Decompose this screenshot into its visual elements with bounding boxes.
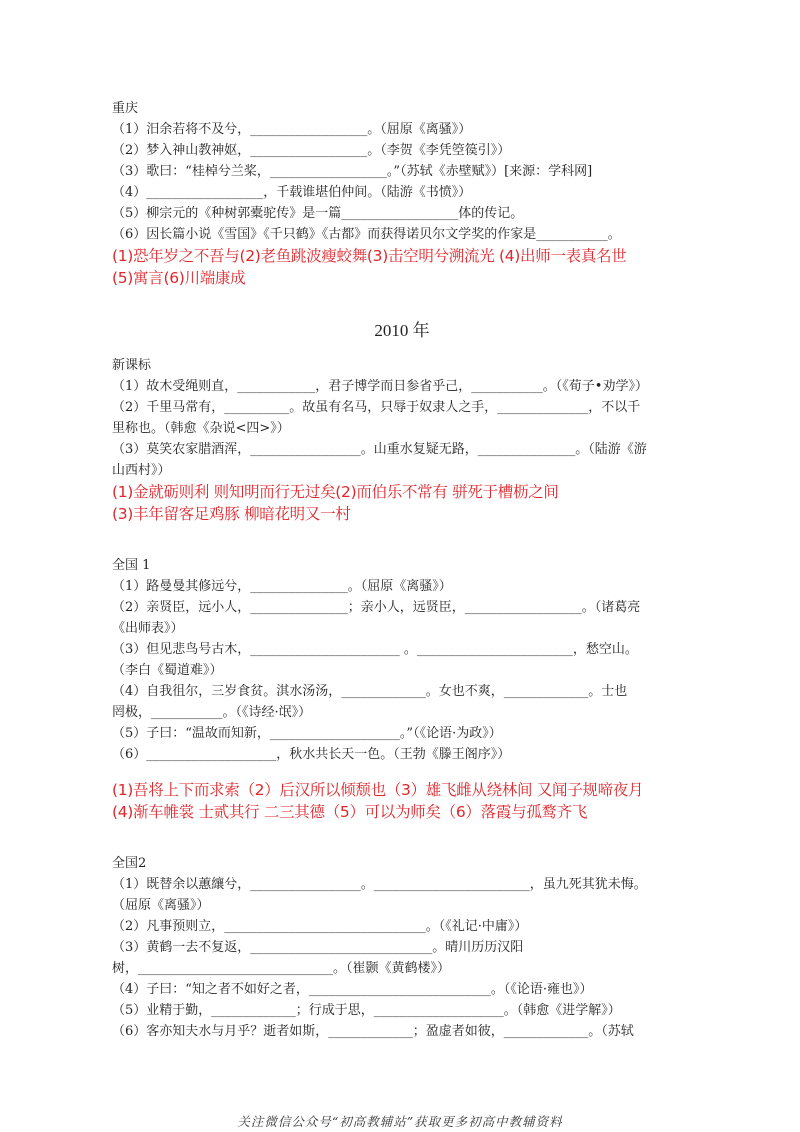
question-line: （3）黄鹤一去不复返，____________________________。晴川历历汉阳 xyxy=(112,940,524,955)
question-line: （6）____________________，秋水共长天一色。（王勃《滕王阁序》） xyxy=(112,747,511,762)
section-2 xyxy=(112,525,692,823)
question-line: （2）亲贤臣，远小人，_______________；亲小人，远贤臣，__________________。（诸葛亮 xyxy=(112,600,641,615)
question-line: （5）子曰：“温故而知新，____________________。”（《论语·为政》） xyxy=(112,726,502,741)
question-line: （4）子曰：“知之者不如好之者，____________________________。（《论语·雍也》） xyxy=(112,982,593,997)
section-title: 重庆 xyxy=(112,101,139,116)
question-line: （1）汨余若将不及兮，__________________。（屈原《离骚》） xyxy=(112,122,472,137)
spacer xyxy=(112,525,692,555)
question-line: （3）莫笑农家腊酒浑，_________________。山重水复疑无路，_______________。（陆游《游 xyxy=(112,442,647,457)
question-line: （3）歌曰：“桂棹兮兰桨，__________________。”（苏轼《赤壁赋》）[来源：学科网] xyxy=(112,164,593,179)
question-line: 树，______________________________。（崔颢《黄鹤楼》） xyxy=(112,961,451,976)
spacer xyxy=(112,765,692,779)
answer-line: (1)金就砺则利 则知明而行无过矣(2)而伯乐不常有 骈死于槽枥之间 xyxy=(112,483,559,501)
question-line: 《出师表》） xyxy=(112,621,184,636)
section-title: 全国2 xyxy=(112,856,147,871)
question-line: （2）凡事预则立，_______________________________。（《礼记·中庸》） xyxy=(112,919,528,934)
answer-line: (3)丰年留客足鸡豚 柳暗花明又一村 xyxy=(112,505,351,523)
footer-note: 关注微信公众号“初高教辅站”获取更多初高中教辅资料 xyxy=(237,1114,563,1129)
question-line: 山西村》） xyxy=(112,463,171,478)
question-line: （1）既替余以蕙纕兮，_________________。________________________，虽九死其犹未悔。 xyxy=(112,877,647,892)
question-line: 里称也。（韩愈《杂说<四>》） xyxy=(112,421,290,436)
section-1 xyxy=(112,319,692,525)
section-3 xyxy=(112,823,692,1042)
answer-line: (4)渐车帷裳 士贰其行 二三其德（5）可以为师矣（6）落霞与孤鹜齐飞 xyxy=(112,803,588,821)
question-line: （4）自我徂尔，三岁食贫。淇水汤汤，_____________。女也不爽，_____________。士也 xyxy=(112,684,628,699)
question-line: （4）__________________，千载谁堪伯仲间。（陆游《书愤》） xyxy=(112,185,472,200)
section-title: 全国 1 xyxy=(112,558,151,573)
answer-line: (1)吾将上下而求索（2）后汉所以倾颓也（3）雄飞雌从绕林间 又闻子规啼夜月 xyxy=(112,781,644,799)
question-line: （1）故木受绳则直，____________，君子博学而日参省乎己，___________。（《荀子•劝学》） xyxy=(112,379,648,394)
spacer xyxy=(112,823,692,853)
answer-line: (1)恐年岁之不吾与(2)老鱼跳波瘦蛟舞(3)击空明兮溯流光 (4)出师一表真名世 xyxy=(112,247,627,265)
document-page xyxy=(112,98,692,1042)
year-heading: 2010 年 xyxy=(374,321,430,340)
question-line: （2）千里马常有，__________。故虽有名马，只辱于奴隶人之手，______________，不以千 xyxy=(112,400,641,415)
section-title: 新课标 xyxy=(112,358,152,373)
question-line: （3）但见悲鸟号古木，_______________________ 。________________________，愁空山。 xyxy=(112,642,638,657)
question-line: （6）客亦知夫水与月乎？逝者如斯，_____________；盈虚者如彼，_____________。（苏轼 xyxy=(112,1024,634,1039)
question-line: （6）因长篇小说《雪国》《千只鹤》《古都》而获得诺贝尔文学奖的作家是___________。 xyxy=(112,227,621,242)
question-line: （屈原《离骚》） xyxy=(112,898,210,913)
question-line: （李白《蜀道难》） xyxy=(112,663,223,678)
question-line: 罔极，___________。（《诗经·氓》） xyxy=(112,705,312,720)
question-line: （5）业精于勤，_____________；行成于思，____________________。（韩愈《进学解》） xyxy=(112,1003,621,1018)
answer-line: (5)寓言(6)川端康成 xyxy=(112,269,246,287)
question-line: （2）梦入神山教神妪，__________________。（李贺《李凭箜篌引》） xyxy=(112,143,511,158)
question-line: （1）路曼曼其修远兮，_______________。（屈原《离骚》） xyxy=(112,579,452,594)
question-line: （5）柳宗元的《种树郭橐驼传》是一篇__________________体的传记。 xyxy=(112,206,524,221)
section-0 xyxy=(112,98,692,289)
